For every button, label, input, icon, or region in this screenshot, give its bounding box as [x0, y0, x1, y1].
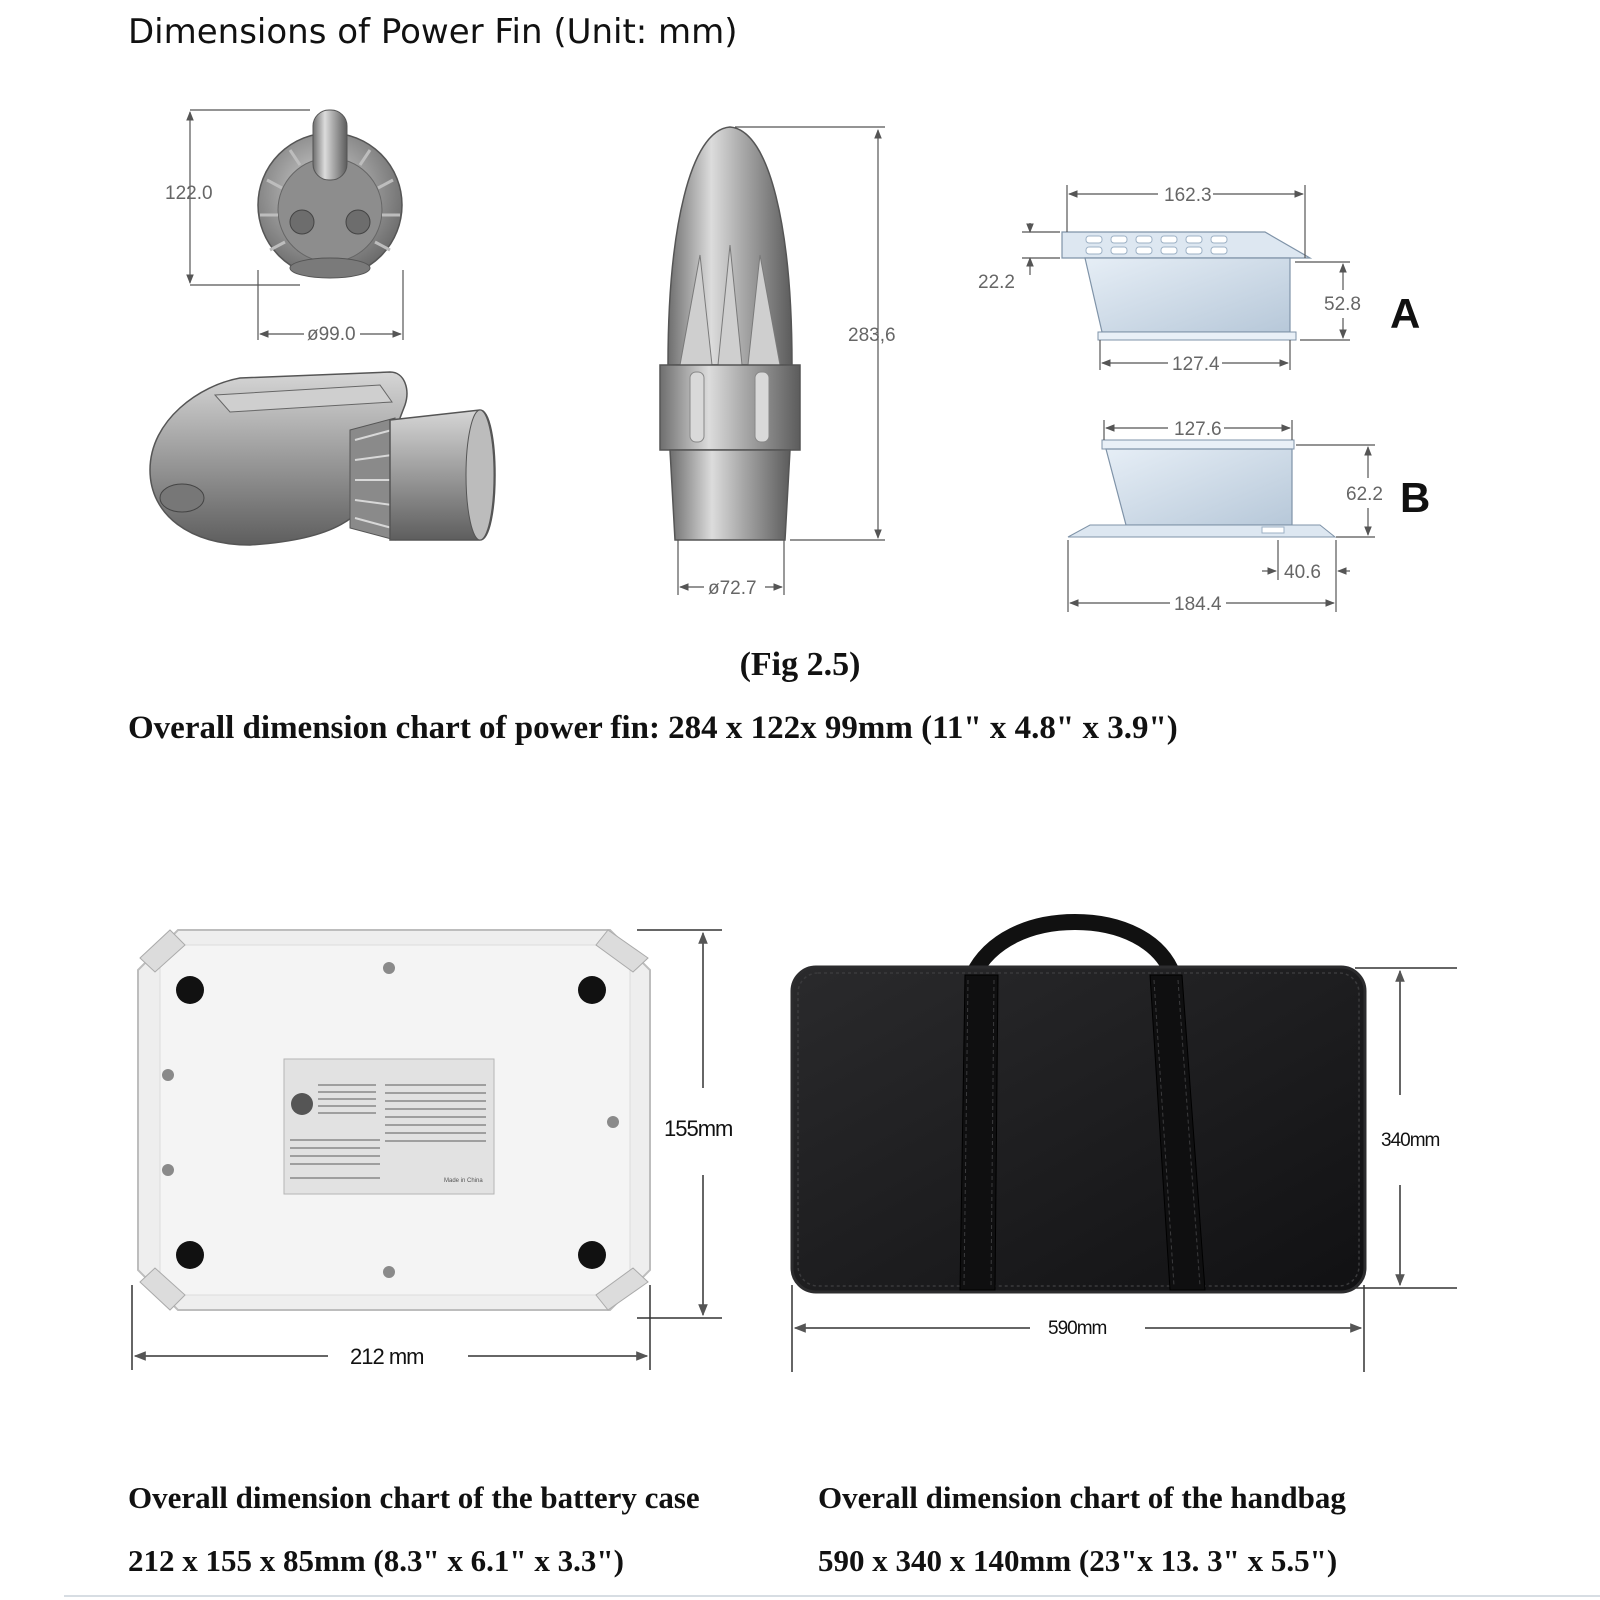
adapter-a-letter: A: [1390, 290, 1421, 337]
fin-height-label: 122.0: [165, 183, 213, 204]
fin-nozzle-label: ø72.7: [708, 578, 757, 599]
adapter-a-top-width: 162.3: [1164, 185, 1212, 206]
adapter-b-base-width: 184.4: [1174, 594, 1222, 615]
battery-case-drawing: [138, 930, 650, 1310]
page-title: Dimensions of Power Fin (Unit: mm): [128, 12, 738, 52]
fin-diameter-label: ø99.0: [307, 324, 356, 345]
handbag-title: Overall dimension chart of the handbag: [818, 1480, 1346, 1515]
adapter-b-letter: B: [1400, 474, 1431, 521]
handbag-dims: 590 x 340 x 140mm (23"x 13. 3" x 5.5"): [818, 1543, 1338, 1578]
fin-vertical-view: [660, 127, 800, 540]
battery-sticker-footer: Made in China: [444, 1178, 483, 1184]
battery-width-label: 212 mm: [350, 1344, 424, 1369]
handbag-drawing: [792, 922, 1365, 1292]
figure-caption: (Fig 2.5): [739, 646, 861, 683]
fin-side-view: [150, 372, 495, 545]
adapter-b-top-width: 127.6: [1174, 419, 1222, 440]
adapter-b-offset: 40.6: [1284, 562, 1321, 583]
fin-length-label: 283,6: [848, 325, 896, 346]
handbag-width-label: 590mm: [1048, 1318, 1107, 1339]
battery-case-title: Overall dimension chart of the battery case: [128, 1480, 700, 1515]
adapter-a-base-width: 127.4: [1172, 354, 1220, 375]
adapter-b-height: 62.2: [1346, 484, 1383, 505]
handbag-height-label: 340mm: [1381, 1130, 1440, 1151]
battery-height-label: 155mm: [664, 1116, 733, 1141]
power-fin-overall-dimensions: Overall dimension chart of power fin: 284 x 122x 99mm (11" x 4.8" x 3.9"): [128, 710, 1178, 746]
adapter-a-thickness: 22.2: [978, 272, 1015, 293]
adapter-b-drawing: [1068, 440, 1335, 537]
adapter-a-drawing: [1062, 232, 1310, 340]
fin-front-view: [258, 110, 402, 278]
adapter-a-height: 52.8: [1324, 294, 1361, 315]
page-bottom-rule: [64, 1595, 1600, 1597]
battery-case-dims: 212 x 155 x 85mm (8.3" x 6.1" x 3.3"): [128, 1543, 624, 1578]
